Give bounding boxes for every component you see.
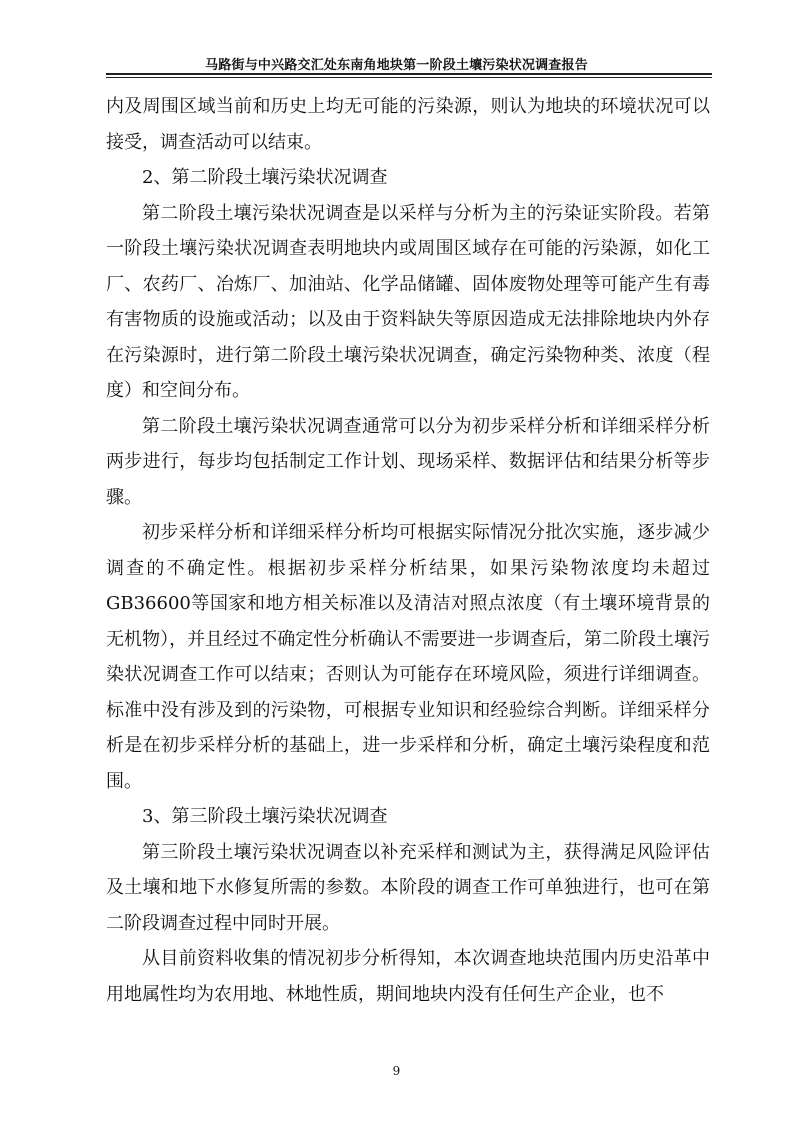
paragraph-continuation: 内及周围区域当前和历史上均无可能的污染源，则认为地块的环境状况可以接受，调查活动可以结束。: [106, 96, 710, 153]
section-heading-stage-three: 3、第三阶段土壤污染状况调查: [142, 806, 388, 827]
document-body: [106, 89, 710, 1012]
paragraph-sampling-analysis: 初步采样分析和详细采样分析均可根据实际情况分批次实施，逐步减少调查的不确定性。根据初步采样分析结果，如果污染物浓度均未超过GB36600等国家和地方相关标准以及清洁对照点浓度（有土壤环境背景的无机物），并且经过不确定性分析确认不需要进一步调查后，第二阶段土壤污染状况调查工作可以结束；否则认为可能存在环境风险，须进行详细调查。标准中没有涉及到的污染物，可根据专业知识和经验综合判断。详细采样分析是在初步采样分析的基础上，进一步采样和分析，确定土壤污染程度和范围。: [106, 522, 710, 792]
paragraph-stage-two-definition: 第二阶段土壤污染状况调查是以采样与分析为主的污染证实阶段。若第一阶段土壤污染状况调查表明地块内或周围区域存在可能的污染源，如化工厂、农药厂、冶炼厂、加油站、化学品储罐、固体废物处理等可能产生有毒有害物质的设施或活动；以及由于资料缺失等原因造成无法排除地块内外存在污染源时，进行第二阶段土壤污染状况调查，确定污染物种类、浓度（程度）和空间分布。: [106, 202, 710, 401]
paragraph-stage-three-definition: 第三阶段土壤污染状况调查以补充采样和测试为主，获得满足风险评估及土壤和地下水修复所需的参数。本阶段的调查工作可单独进行，也可在第二阶段调查过程中同时开展。: [106, 841, 710, 934]
report-header-title: 马路街与中兴路交汇处东南角地块第一阶段土壤污染状况调查报告: [205, 58, 588, 73]
section-heading-stage-two: 2、第二阶段土壤污染状况调查: [142, 167, 388, 188]
header-divider-thin: [106, 77, 712, 78]
paragraph-preliminary-findings: 从目前资料收集的情况初步分析得知，本次调查地块范围内历史沿革中用地属性均为农用地、林地性质，期间地块内没有任何生产企业，也不: [106, 948, 710, 1005]
page-number: 9: [392, 1064, 401, 1078]
paragraph-stage-two-steps: 第二阶段土壤污染状况调查通常可以分为初步采样分析和详细采样分析两步进行，每步均包括制定工作计划、现场采样、数据评估和结果分析等步骤。: [106, 415, 710, 508]
header-divider-thick: [106, 73, 712, 75]
